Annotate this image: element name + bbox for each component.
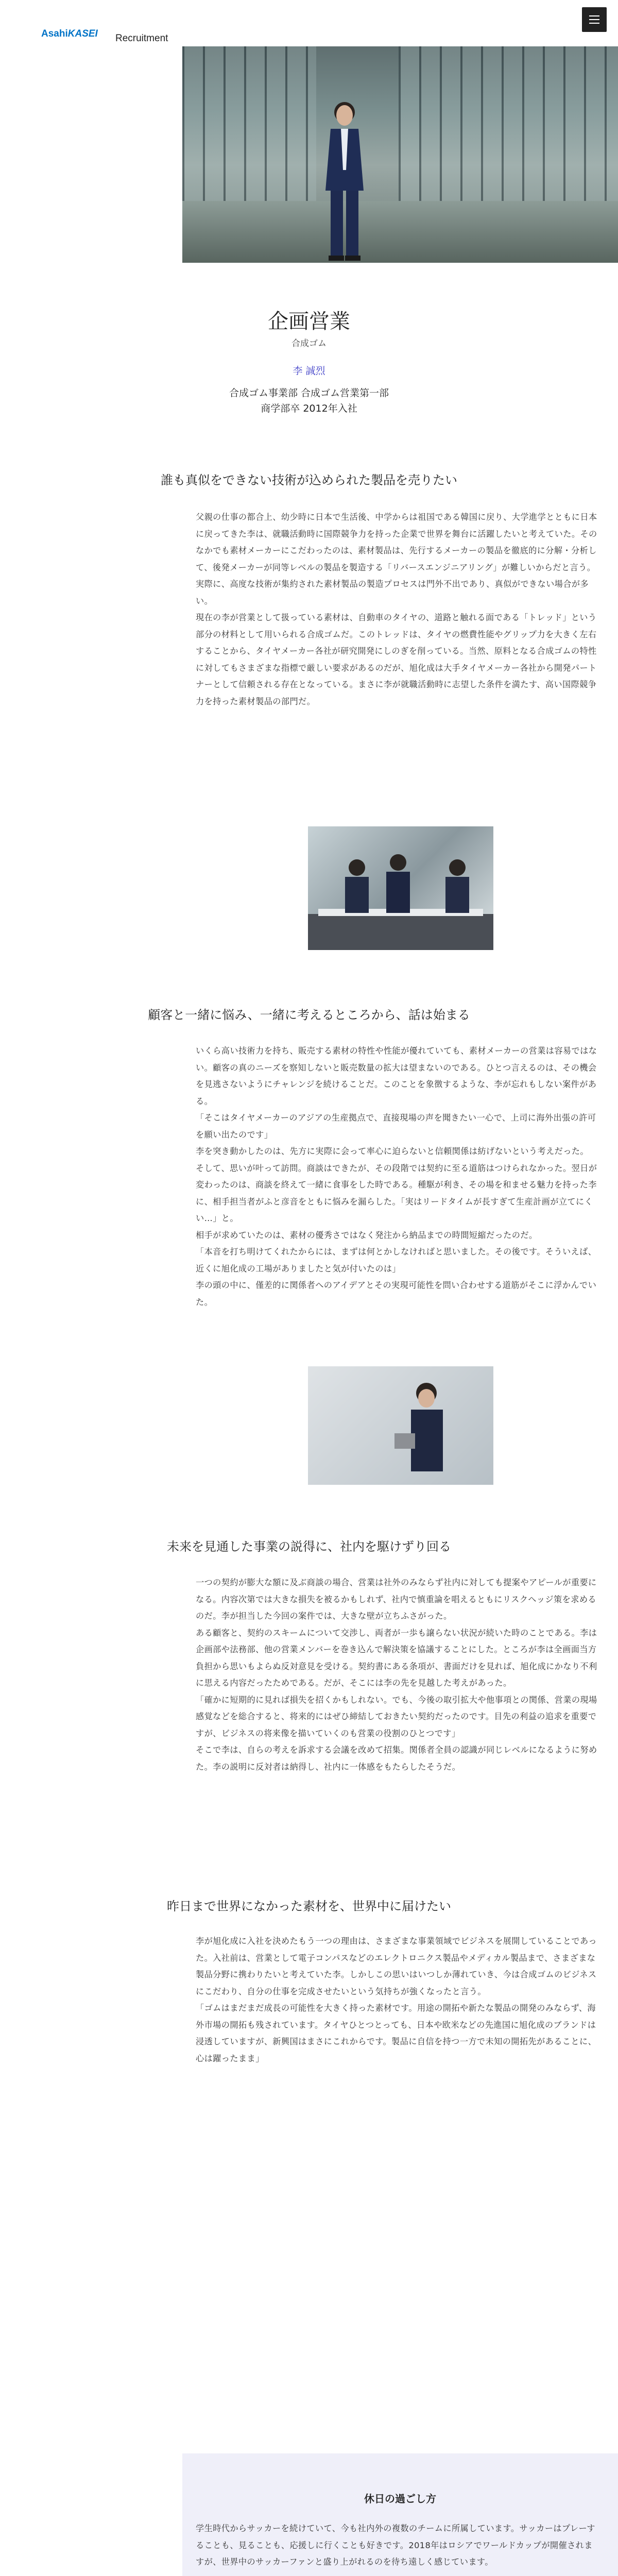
- asahi-kasei-logo[interactable]: [41, 28, 98, 40]
- menu-icon-bar: [589, 15, 599, 16]
- paragraph: 李の頭の中に、僅差的に関係者へのアイデアとその実現可能性を問い合わせする道筋がそこに浮かんでいた。: [196, 1280, 597, 1307]
- paragraph: 「そこはタイヤメーカーのアジアの生産拠点で、直接現場の声を聞きたい一心で、上司に海外出張の許可を願い出たのです」: [196, 1113, 596, 1140]
- hamburger-menu-button[interactable]: [582, 7, 607, 32]
- job-subtitle: 合成ゴム: [291, 338, 327, 349]
- paragraph: 父親の仕事の都合上、幼少時に日本で生活後、中学からは祖国である韓国に戻り、大学進学とともに日本に戻ってきた李は、就職活動時に国際競争力を持った企業で世界を舞台に活躍したいと考えていた。そのなかでも素材メーカーにこだわったのは、素材製品は、先行するメーカーの製品を徹底的に分解・分析して、後発メーカーが同等レベルの製品を製造する「リバースエンジニアリング」が難しいからだと言う。実際に、高度な技術が集約された素材製品の製造プロセスは門外不出であり、真似ができない場合が多い。: [196, 512, 597, 606]
- employee-figure: [316, 93, 373, 263]
- paragraph: 「本音を打ち明けてくれたからには、まずは何とかしなければと思いました。その後です。そういえば、近くに旭化成の工場がありましたと気が付いたのは」: [196, 1247, 597, 1274]
- section-body: [196, 1933, 603, 2067]
- paragraph: 「確かに短期的に見れば損失を招くかもしれない。でも、今後の取引拡大や他事項との関係、営業の現場感覚などを総合すると、将来的にはぜひ締結しておきたい契約だったのです。目先の利益の追求を重要ですが、ビジネスの将来像を描いていくのも営業の役割のひとつです」: [196, 1694, 597, 1738]
- section-body: [196, 509, 603, 710]
- job-title: 企画営業: [268, 310, 350, 333]
- section-heading: 昨日まで世界になかった素材を、世界中に届けたい: [167, 1899, 451, 1913]
- holiday-heading: 休日の過ごし方: [364, 2493, 436, 2505]
- paragraph: 「ゴムはまだまだ成長の可能性を大きく持った素材です。用途の開拓や新たな製品の開発のみならず、海外市場の開拓も残されています。タイヤひとつとっても、日本や欧米などの先進国に旭化成のブランドは浸透していますが、新興国はまさにこれからです。製品に自信を持つ一方で未知の開拓先があることに、心は躍ったまま」: [196, 2003, 597, 2063]
- menu-icon-bar: [589, 19, 599, 20]
- paragraph: 現在の李が営業として扱っている素材は、自動車のタイヤの、道路と触れる面である「トレッド」という部分の材料として用いられる合成ゴムだ。このトレッドは、タイヤの燃費性能やグリップ力を大きく左右することから、タイヤメーカー各社が研究開発にしのぎを削っている。当然、原料となる合成ゴムの特性に対してもさまざまな指標で厳しい要求があるのだが、旭化成は大手タイヤメーカー各社から開発パートナーとして信頼される存在となっている。まさに李が就職活動時に志望した条件を満たす、高い国際競争力を持った素材製品の部門だ。: [196, 613, 597, 706]
- degree-year-line: 商学部卒 2012年入社: [261, 403, 357, 414]
- employee-name: 李 誠烈: [293, 365, 325, 377]
- paragraph: ある顧客と、契約のスキームについて交渉し、両者が一歩も譲らない状況が続いた時のことである。李は企画部や法務部、他の営業メンバーを巻き込んで解決策を協議することにした。ところが李は全画面当方負担から思いもよらぬ反対意見を受ける。契約書にある条項が、書面だけを見れば、旭化成にかなり不利に思える内容だったためである。だが、そこには李の先を見越した考えがあった。: [196, 1628, 597, 1688]
- meeting-photo: [308, 826, 493, 950]
- paragraph: そして、思いが叶って訪問。商談はできたが、その段階では契約に至る道筋はつけられなかった。翌日が変わったのは、商談を終えて一緒に食事をした時である。種駆が利き、その場を和ませる魅力を持った李に、相手担当者がふと彦音をともに悩みを漏らした。「実はリードタイムが長すぎて生産計画が立てにくい…」と。: [196, 1163, 597, 1223]
- hero-photo: [182, 46, 618, 263]
- logo-text-asahi: Asahi: [41, 28, 68, 39]
- meeting-illustration: [308, 826, 493, 950]
- logo-text-kasei: KASEI: [67, 28, 98, 39]
- paragraph: そこで李は、自らの考えを訴求する会議を改めて招集。関係者全員の認識が同じレベルになるように努めた。李の説明に反対者は納得し、社内に一体感をもたらしたそうだ。: [196, 1745, 597, 1772]
- section-body: [196, 1574, 603, 1775]
- employee-department: [0, 385, 618, 416]
- office-photo: [308, 1366, 493, 1485]
- recruitment-label[interactable]: Recruitment: [115, 33, 168, 44]
- section-body: [196, 1043, 603, 1311]
- paragraph: 一つの契約が膨大な額に及ぶ商談の場合、営業は社外のみならず社内に対しても提案やアピールが重要になる。内容次第では大きな損失を被るかもしれず、社内で慎重論を唱えるともにリスクヘッジ策を求めるのだ。李が担当した今回の案件では、大きな壁が立ちふさがった。: [196, 1578, 597, 1621]
- paragraph: いくら高い技術力を持ち、販売する素材の特性や性能が優れていても、素材メーカーの営業は容易ではない。顧客の真のニーズを察知しないと販売数量の拡大は望まないのである。ひとつ言えるのは、その機会を見逃さないようにチャレンジを続けることだ。このことを象徴するような、李が忘れもしない案件がある。: [196, 1046, 597, 1106]
- paragraph: 李を突き動かしたのは、先方に実際に会って率心に迫らないと信頼関係は紡げないという考えだった。: [196, 1146, 589, 1156]
- section-heading: 誰も真似をできない技術が込められた製品を売りたい: [161, 473, 457, 487]
- paragraph: 相手が求めていたのは、素材の優秀さではなく発注から納品までの時間短縮だったのだ。: [196, 1230, 538, 1240]
- site-header: [0, 0, 618, 46]
- menu-icon-bar: [589, 23, 599, 24]
- holiday-text: 学生時代からサッカーを続けていて、今も社内外の複数のチームに所属しています。サッカーはプレーすることも、見ることも、応援しに行くことも好きです。2018年はロシアでワールドカップが開催されますが、世界中のサッカーファンと盛り上がれるのを待ち遠しく感じています。: [196, 2523, 595, 2567]
- department-line: 合成ゴム事業部 合成ゴム営業第一部: [229, 387, 389, 399]
- paragraph: 李が旭化成に入社を決めたもう一つの理由は、さまざまな事業領域でビジネスを展開していることであった。入社前は、営業として電子コンパスなどのエレクトロニクス製品やメディカル製品まで、さまざまな製品分野に携わりたいと考えていた李。しかしこの思いはいつしか薄れていき、今は合成ゴムのビジネスにこだわり、自分の仕事を完成させたいという気持ちが強くなったと言う。: [196, 1936, 597, 1996]
- section-heading: 未来を見通した事業の説得に、社内を駆けずり回る: [167, 1539, 451, 1554]
- office-illustration: [308, 1366, 493, 1485]
- section-heading: 顧客と一緒に悩み、一緒に考えるところから、話は始まる: [148, 1008, 470, 1022]
